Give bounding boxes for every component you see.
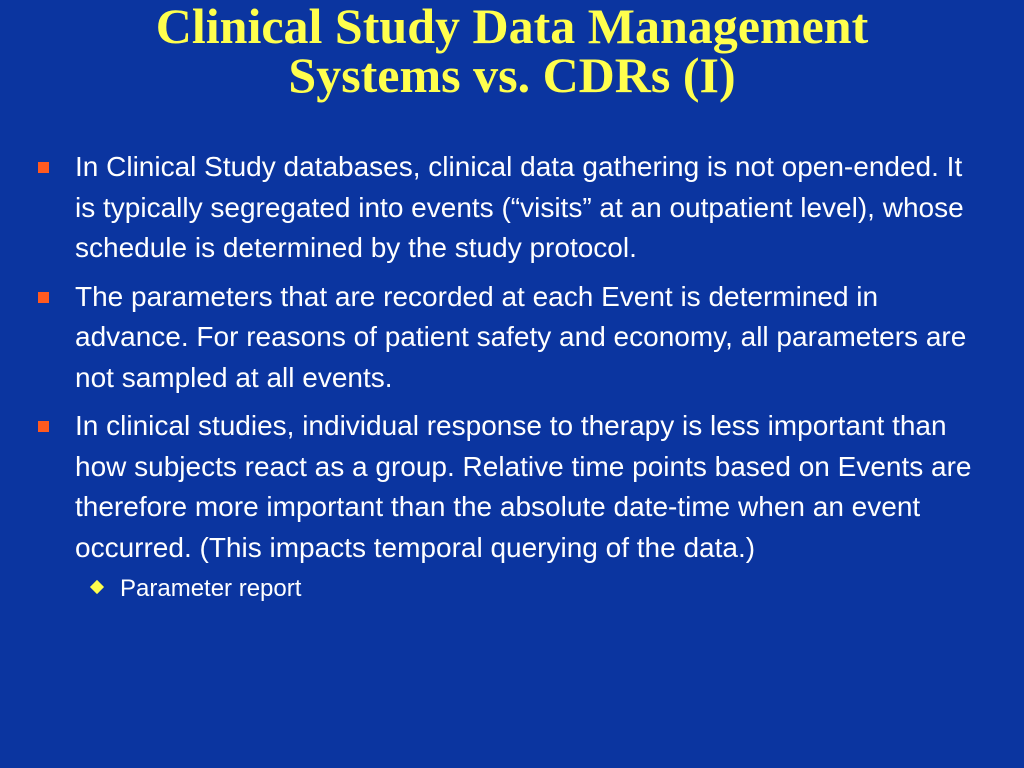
diamond-bullet-icon	[90, 580, 104, 594]
bullet-item	[0, 277, 1024, 399]
bullet-text: The parameters that are recorded at each Event is determined in advance. For reasons of patient safety and economy, all parameters are not sampled at all events.	[75, 280, 967, 393]
square-bullet-icon	[38, 421, 49, 432]
square-bullet-icon	[38, 292, 49, 303]
slide-title	[40, 0, 984, 103]
bullet-text: In Clinical Study databases, clinical data gathering is not open-ended. It is typically segregated into events (“visits” at an outpatient level), whose schedule is determined by the study protocol.	[75, 151, 964, 263]
sub-bullet-text: Parameter report	[120, 575, 302, 602]
slide-title-line-1: Clinical Study Data Management	[155, 0, 869, 54]
bullet-item	[0, 147, 1024, 269]
slide-title-line-2: Systems vs. CDRs (I)	[288, 47, 736, 103]
sub-bullet-item	[0, 572, 1024, 606]
bullet-item	[0, 406, 1024, 568]
bullet-list	[0, 147, 1024, 606]
bullet-text: In clinical studies, individual response to therapy is less important than how subjects react as a group. Relative time points based on Events are therefore more important than the absolute date-time when an event occurred. (This impacts temporal querying of the data.)	[75, 410, 972, 563]
square-bullet-icon	[38, 162, 49, 173]
